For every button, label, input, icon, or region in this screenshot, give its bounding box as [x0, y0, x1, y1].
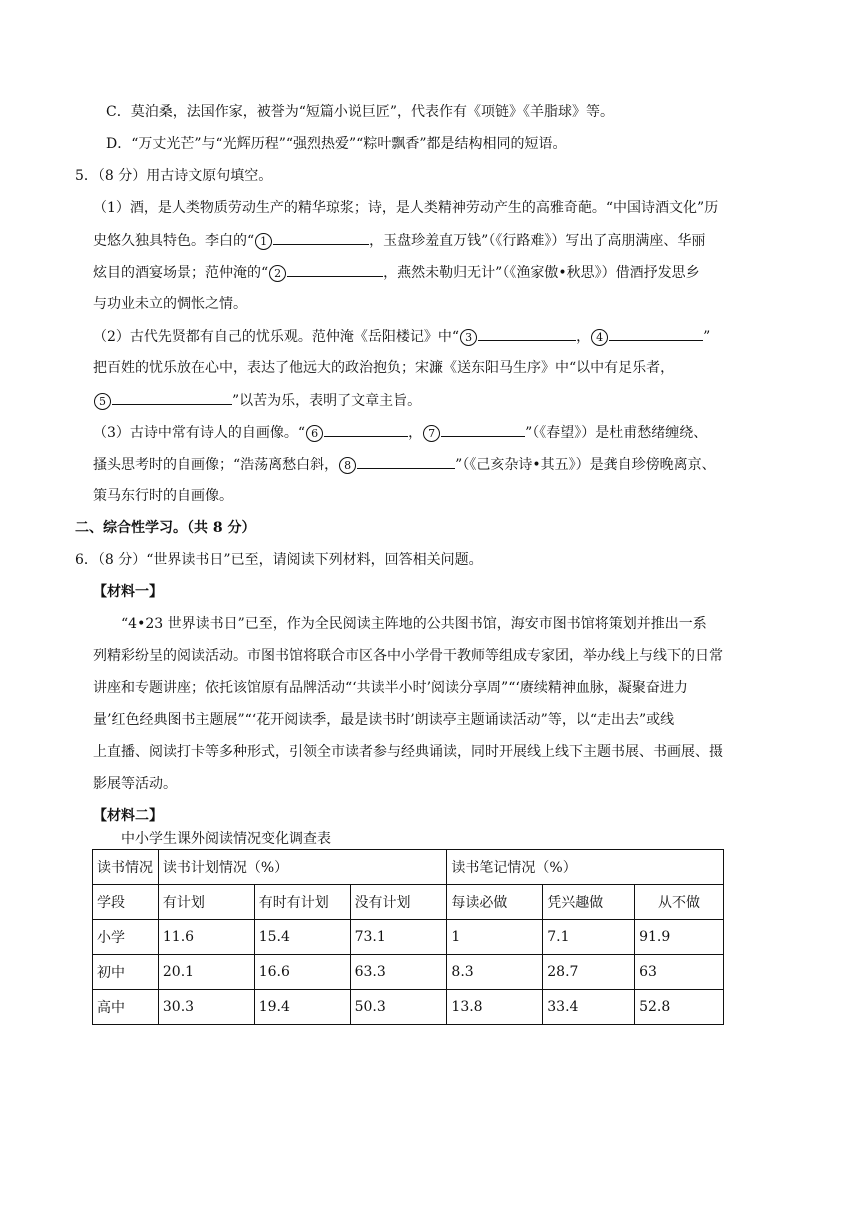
blank-number-2: 2 [269, 265, 286, 282]
material-1-heading: 【材料一】 [93, 584, 163, 600]
blank-number-7: 7 [423, 425, 440, 442]
q5-title: 5．（8 分）用古诗文原句填空。 [75, 168, 273, 184]
table-cell: 28.7 [543, 955, 635, 990]
stage-cell: 小学 [93, 920, 159, 955]
table-title: 中小学生课外阅读情况变化调查表 [121, 831, 331, 847]
material-1-line5: 上直播、阅读打卡等多种形式，引领全市读者参与经典诵读，同时开展线上线下主题书展、书画展、摄 [93, 744, 723, 760]
table-cell: 20.1 [158, 955, 254, 990]
q5-p1-line2-start: 史悠久独具特色。李白的“ [93, 233, 255, 249]
blank-number-3: 3 [460, 329, 477, 346]
q5-p2-comma: ， [576, 329, 591, 345]
blank-number-6: 6 [306, 425, 323, 442]
header-always-notes: 每读必做 [447, 885, 543, 920]
table-row-primary [93, 920, 724, 955]
material-1-line6: 影展等活动。 [93, 776, 177, 792]
q5-p3-line2-start: 搔头思考时的自画像；“浩荡离愁白斜， [93, 457, 339, 473]
answer-blank-4[interactable] [609, 326, 703, 341]
table-cell: 91.9 [635, 920, 724, 955]
header-cell-reading-status: 读书情况 [93, 850, 159, 885]
table-cell: 30.3 [158, 990, 254, 1025]
table-cell: 16.6 [254, 955, 350, 990]
answer-blank-1[interactable] [273, 230, 369, 245]
table-cell: 33.4 [543, 990, 635, 1025]
table-cell: 19.4 [254, 990, 350, 1025]
q5-p2-line2: 把百姓的忧乐放在心中，表达了他远大的政治抱负；宋濂《送东阳马生序》中“以中有足乐者， [93, 360, 675, 376]
table-cell: 15.4 [254, 920, 350, 955]
answer-blank-6[interactable] [324, 422, 408, 437]
q5-p3-line1-start: （3）古诗中常有诗人的自画像。“ [93, 425, 306, 441]
material-1-line3: 讲座和专题讲座；依托该馆原有品牌活动“‘共读半小时’阅读分享周”“‘赓续精神血脉，凝聚奋进力 [93, 680, 688, 696]
blank-number-8: 8 [339, 457, 356, 474]
blank-number-5: 5 [94, 393, 111, 410]
q5-p3-line2 [93, 454, 716, 475]
q5-p1-line2 [93, 230, 705, 251]
q4-option-c: C．莫泊桑，法国作家，被誉为“短篇小说巨匠”，代表作有《项链》《羊脂球》等。 [106, 104, 615, 120]
q5-p1-line1: （1）酒，是人类物质劳动生产的精华琼浆；诗，是人类精神劳动产生的高雅奇葩。“中国诗酒文化”历 [93, 200, 719, 216]
q5-p1-line3-end: ，燕然未勒归无计”（《渔家傲•秋思》）借酒抒发思乡 [383, 265, 700, 281]
reading-survey-table [92, 849, 724, 1025]
q5-p1-line3-start: 炫目的酒宴场景；范仲淹的“ [93, 265, 269, 281]
q5-p1-line2-end: ，玉盘珍羞直万钱”（《行路难》）写出了高朋满座、华丽 [369, 233, 706, 249]
table-cell: 63 [635, 955, 724, 990]
header-cell-stage: 学段 [93, 885, 159, 920]
answer-blank-7[interactable] [441, 422, 525, 437]
q5-p2-line3 [93, 390, 421, 411]
blank-number-4: 4 [591, 329, 608, 346]
table-cell: 63.3 [350, 955, 447, 990]
table-cell: 8.3 [447, 955, 543, 990]
q5-p3-line1-end: ”（《春望》）是杜甫愁绪缠绕、 [525, 425, 708, 441]
table-row-junior [93, 955, 724, 990]
answer-blank-3[interactable] [478, 326, 576, 341]
material-1-line2: 列精彩纷呈的阅读活动。市图书馆将联合市区各中小学骨干教师等组成专家团，举办线上与线下的日常 [93, 648, 723, 664]
q5-p2-line1-start: （2）古代先贤都有自己的忧乐观。范仲淹《岳阳楼记》中“ [93, 329, 460, 345]
header-never-notes: 从不做 [635, 885, 724, 920]
table-cell: 50.3 [350, 990, 447, 1025]
q5-p2-close-quote: ” [703, 329, 711, 345]
table-row-senior [93, 990, 724, 1025]
q5-p2-line1 [93, 326, 710, 347]
table-cell: 11.6 [158, 920, 254, 955]
table-cell: 13.8 [447, 990, 543, 1025]
answer-blank-8[interactable] [357, 454, 455, 469]
header-group-reading-notes: 读书笔记情况（%） [447, 850, 724, 885]
table-header-row-1 [93, 850, 724, 885]
q5-p3-line2-end: ”（《己亥杂诗•其五》）是龚自珍傍晚离京、 [455, 457, 716, 473]
header-no-plan: 没有计划 [350, 885, 447, 920]
material-1-line1: “4•23 世界读书日”已至，作为全民阅读主阵地的公共图书馆，海安市图书馆将策划并推出一系 [121, 616, 707, 632]
q5-p3-line1 [93, 422, 707, 443]
q5-p1-line4: 与功业未立的惆怅之情。 [93, 296, 247, 312]
material-1-line4: 量’红色经典图书主题展”“‘花开阅读季，最是读书时’朗读亭主题诵读活动”等，以“走出去”或线 [93, 712, 675, 728]
header-group-reading-plan: 读书计划情况（%） [158, 850, 447, 885]
q4-option-d: D．“万丈光芒”与“光辉历程”“强烈热爱”“粽叶飘香”都是结构相同的短语。 [106, 136, 567, 152]
q5-p3-line3: 策马东行时的自画像。 [93, 488, 233, 504]
table-cell: 1 [447, 920, 543, 955]
header-has-plan: 有计划 [158, 885, 254, 920]
answer-blank-5[interactable] [112, 390, 232, 405]
q5-p2-line3-end: ”以苦为乐，表明了文章主旨。 [232, 393, 422, 409]
material-2-heading: 【材料二】 [93, 808, 163, 824]
table-cell: 73.1 [350, 920, 447, 955]
q6-title: 6．（8 分）“世界读书日”已至，请阅读下列材料，回答相关问题。 [75, 552, 483, 568]
header-interest-notes: 凭兴趣做 [543, 885, 635, 920]
stage-cell: 初中 [93, 955, 159, 990]
q5-p1-line3 [93, 262, 700, 283]
header-sometimes-plan: 有时有计划 [254, 885, 350, 920]
answer-blank-2[interactable] [287, 262, 383, 277]
blank-number-1: 1 [255, 233, 272, 250]
table-header-row-2 [93, 885, 724, 920]
table-cell: 7.1 [543, 920, 635, 955]
stage-cell: 高中 [93, 990, 159, 1025]
table-cell: 52.8 [635, 990, 724, 1025]
q5-p3-comma: ， [408, 425, 423, 441]
section-2-title: 二、综合性学习。（共 8 分） [75, 520, 256, 536]
